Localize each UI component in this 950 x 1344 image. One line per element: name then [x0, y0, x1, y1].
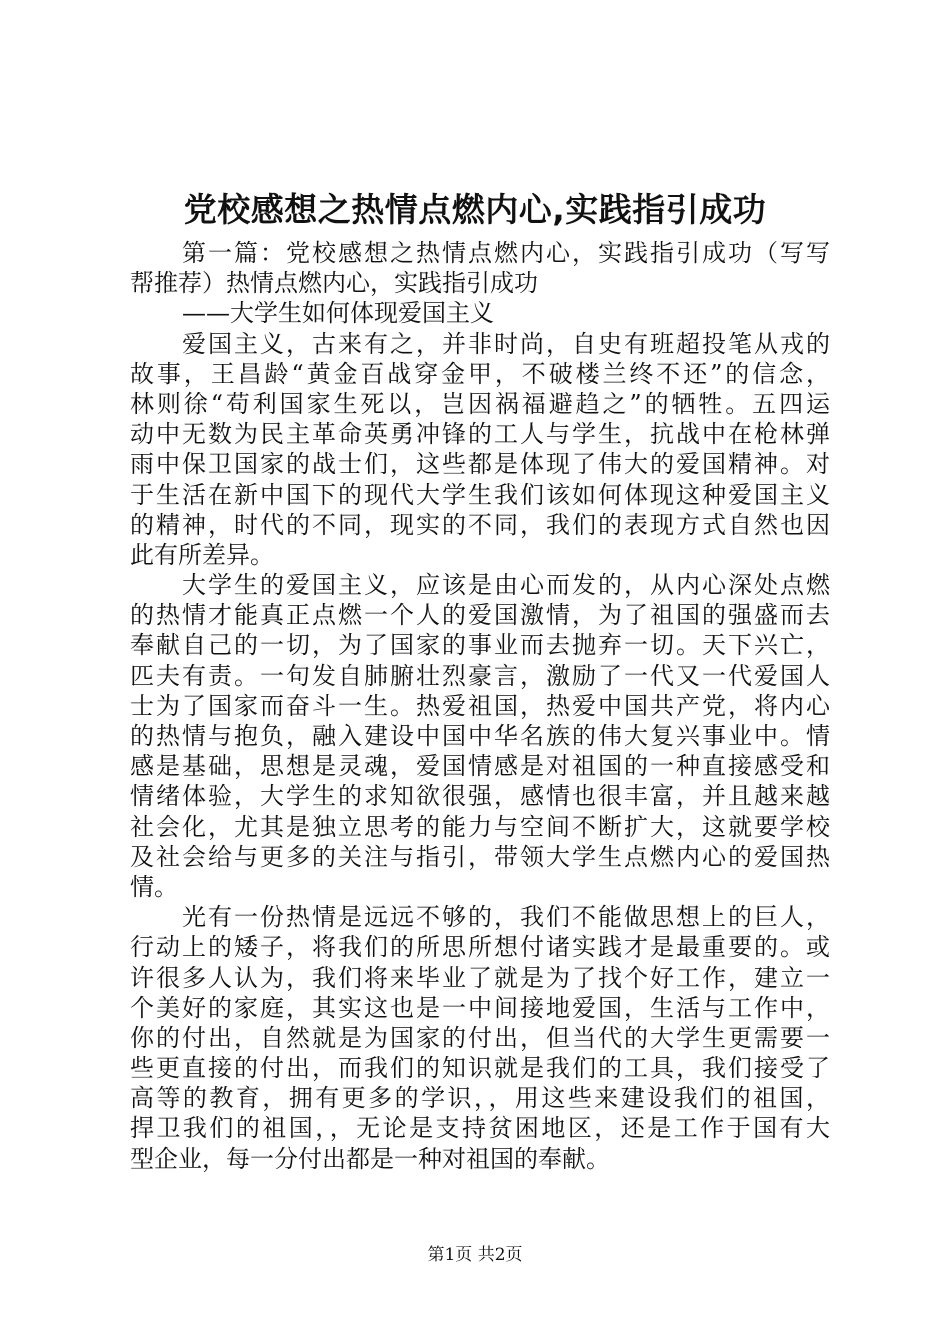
text-line: 光有一份热情是远远不够的，我们不能做思想上的巨人， [182, 903, 830, 932]
text-line: ——大学生如何体现爱国主义 [182, 299, 494, 328]
text-line: 情绪体验，大学生的求知欲很强，感情也很丰富，并且越来越 [130, 782, 830, 811]
text-line: 雨中保卫国家的战士们，这些都是体现了伟大的爱国精神。对 [130, 450, 830, 479]
text-line: 士为了国家而奋斗一生。热爱祖国，热爱中国共产党，将内心 [130, 691, 830, 720]
text-line: 第一篇：党校感想之热情点燃内心，实践指引成功（写写 [182, 239, 830, 267]
text-line: 的精神，时代的不同，现实的不同，我们的表现方式自然也因 [130, 510, 830, 539]
page-footer: 第1页 共2页 [427, 1245, 523, 1265]
text-line: 社会化，尤其是独立思考的能力与空间不断扩大，这就要学校 [130, 812, 830, 841]
text-line: 个美好的家庭，其实这也是一中间接地爱国，生活与工作中， [130, 993, 830, 1022]
text-line: 你的付出，自然就是为国家的付出，但当代的大学生更需要一 [130, 1023, 830, 1052]
text-line: 于生活在新中国下的现代大学生我们该如何体现这种爱国主义 [130, 480, 830, 509]
text-line: 及社会给与更多的关注与指引，带领大学生点燃内心的爱国热 [130, 842, 830, 871]
text-line: 大学生的爱国主义，应该是由心而发的，从内心深处点燃 [182, 571, 830, 600]
text-line: 此有所差异。 [130, 540, 274, 569]
page-title: 党校感想之热情点燃内心,实践指引成功 [183, 190, 767, 229]
text-line: 的热情才能真正点燃一个人的爱国激情，为了祖国的强盛而去 [130, 601, 830, 630]
text-line: 林则徐“苟利国家生死以，岂因祸福避趋之”的牺牲。五四运 [130, 389, 830, 418]
text-line: 帮推荐）热情点燃内心，实践指引成功 [130, 269, 538, 298]
text-line: 故事，王昌龄“黄金百战穿金甲，不破楼兰终不还”的信念， [130, 359, 830, 388]
document-body [130, 238, 830, 1174]
text-line: 爱国主义，古来有之，并非时尚，自史有班超投笔从戎的 [182, 329, 830, 358]
text-line: 高等的教育，拥有更多的学识，，用这些来建设我们的祖国， [130, 1084, 830, 1113]
text-line: 型企业，每一分付出都是一种对祖国的奉献。 [130, 1144, 610, 1173]
text-line: 匹夫有责。一句发自肺腑壮烈豪言，激励了一代又一代爱国人 [130, 661, 830, 690]
text-line: 些更直接的付出，而我们的知识就是我们的工具，我们接受了 [130, 1054, 830, 1083]
text-line: 捍卫我们的祖国，，无论是支持贫困地区，还是工作于国有大 [130, 1114, 830, 1143]
text-line: 行动上的矮子，将我们的所思所想付诸实践才是最重要的。或 [130, 933, 830, 962]
text-line: 情。 [130, 872, 178, 901]
text-line: 奉献自己的一切，为了国家的事业而去抛弃一切。天下兴亡， [130, 631, 830, 660]
text-line: 的热情与抱负，融入建设中国中华名族的伟大复兴事业中。情 [130, 722, 830, 750]
text-line: 许很多人认为，我们将来毕业了就是为了找个好工作，建立一 [130, 963, 830, 992]
text-line: 感是基础，思想是灵魂，爱国情感是对祖国的一种直接感受和 [130, 752, 830, 781]
text-line: 动中无数为民主革命英勇冲锋的工人与学生，抗战中在枪林弹 [130, 420, 830, 449]
